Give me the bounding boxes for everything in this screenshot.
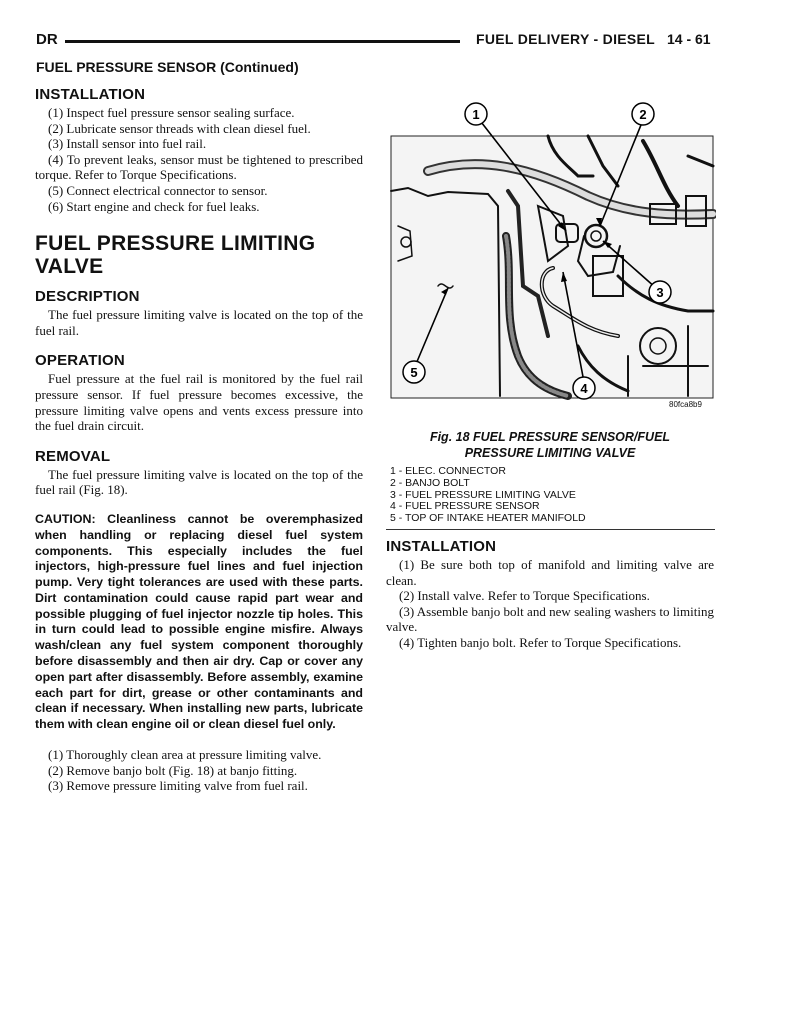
removal-heading: REMOVAL bbox=[35, 447, 111, 465]
continued-heading: FUEL PRESSURE SENSOR (Continued) bbox=[36, 59, 299, 75]
header-title: FUEL DELIVERY - DIESEL bbox=[476, 31, 656, 47]
figure-caption: Fig. 18 FUEL PRESSURE SENSOR/FUEL PRESSURE LIMITING VALVE bbox=[429, 430, 671, 460]
install-step: (3) Install sensor into fuel rail. bbox=[48, 136, 207, 152]
removal-text: The fuel pressure limiting valve is located on the top of the fuel rail (Fig. 18). bbox=[35, 466, 363, 498]
callout-5: 5 bbox=[410, 365, 418, 380]
install-step: (2) Lubricate sensor threads with clean diesel fuel. bbox=[48, 120, 311, 136]
header-section-code: DR bbox=[36, 31, 58, 48]
header-rule bbox=[65, 40, 460, 43]
callout-4: 4 bbox=[580, 381, 588, 396]
removal-step: (1) Thoroughly clean area at pressure limiting valve. bbox=[48, 747, 322, 763]
description-text: The fuel pressure limiting valve is located on the top of the fuel rail. bbox=[35, 307, 363, 338]
legend-rule bbox=[386, 529, 715, 530]
legend-item: 5 - TOP OF INTAKE HEATER MANIFOLD bbox=[390, 512, 586, 525]
page-number: 14 - 61 bbox=[667, 31, 711, 47]
operation-heading: OPERATION bbox=[35, 352, 125, 370]
legend-item: 2 - BANJO BOLT bbox=[390, 476, 470, 489]
callout-3: 3 bbox=[656, 285, 664, 300]
engine-illustration bbox=[388, 96, 716, 426]
install-step: (4) Tighten banjo bolt. Refer to Torque Specifications. bbox=[399, 634, 682, 650]
caution-note: CAUTION: Cleanliness cannot be overemphasized when handling or replacing diesel fuel system components. This especially includes the fuel injectors, high-pressure fuel lines and fuel injection pump. Very tight tolerances are used with these parts. Dirt contamination could cause rapid part wear and possible plugging of fuel injector nozzle tip holes. This in turn could lead to possible engine misfire. Always wash/clean any fuel system component thoroughly before disassembly and then air dry. Cap or cover any open part after disassembly. Before assembly, examine each part for dirt, grease or other contaminants and clean if necessary. When installing new parts, lubricate them with clean engine oil or clean diesel fuel only. bbox=[35, 511, 363, 732]
description-heading: DESCRIPTION bbox=[35, 288, 140, 306]
callout-1: 1 bbox=[472, 107, 480, 122]
install-step: (4) To prevent leaks, sensor must be tightened to prescribed torque. Refer to Torque Specifications. bbox=[35, 151, 363, 183]
operation-text: Fuel pressure at the fuel rail is monitored by the fuel rail pressure sensor. If fuel pressure becomes excessive, the pressure limiting valve opens and vents excess pressure into the fuel drain circuit. bbox=[35, 371, 363, 434]
right-column bbox=[386, 538, 714, 651]
removal-step: (3) Remove pressure limiting valve from fuel rail. bbox=[48, 778, 308, 794]
legend-item: 4 - FUEL PRESSURE SENSOR bbox=[390, 500, 540, 513]
install-step: (3) Assemble banjo bolt and new sealing washers to limiting valve. bbox=[386, 603, 714, 635]
install-step: (2) Install valve. Refer to Torque Specifications. bbox=[399, 588, 650, 604]
install-step: (1) Be sure both top of manifold and limiting valve are clean. bbox=[386, 557, 714, 588]
installation-heading: INSTALLATION bbox=[386, 538, 497, 555]
install-step: (1) Inspect fuel pressure sensor sealing surface. bbox=[48, 105, 295, 120]
install-step: (5) Connect electrical connector to sensor. bbox=[48, 182, 268, 198]
callout-2: 2 bbox=[639, 107, 647, 122]
left-column bbox=[35, 86, 363, 794]
legend-item: 3 - FUEL PRESSURE LIMITING VALVE bbox=[390, 488, 576, 501]
section-title: FUEL PRESSURE LIMITING VALVE bbox=[35, 232, 316, 279]
installation-heading: INSTALLATION bbox=[35, 86, 146, 103]
figure-legend bbox=[390, 466, 586, 525]
removal-step: (2) Remove banjo bolt (Fig. 18) at banjo fitting. bbox=[48, 762, 298, 778]
legend-item: 1 - ELEC. CONNECTOR bbox=[390, 465, 506, 477]
figure-code: 80fca8b9 bbox=[669, 400, 702, 409]
install-step: (6) Start engine and check for fuel leaks. bbox=[48, 198, 260, 214]
